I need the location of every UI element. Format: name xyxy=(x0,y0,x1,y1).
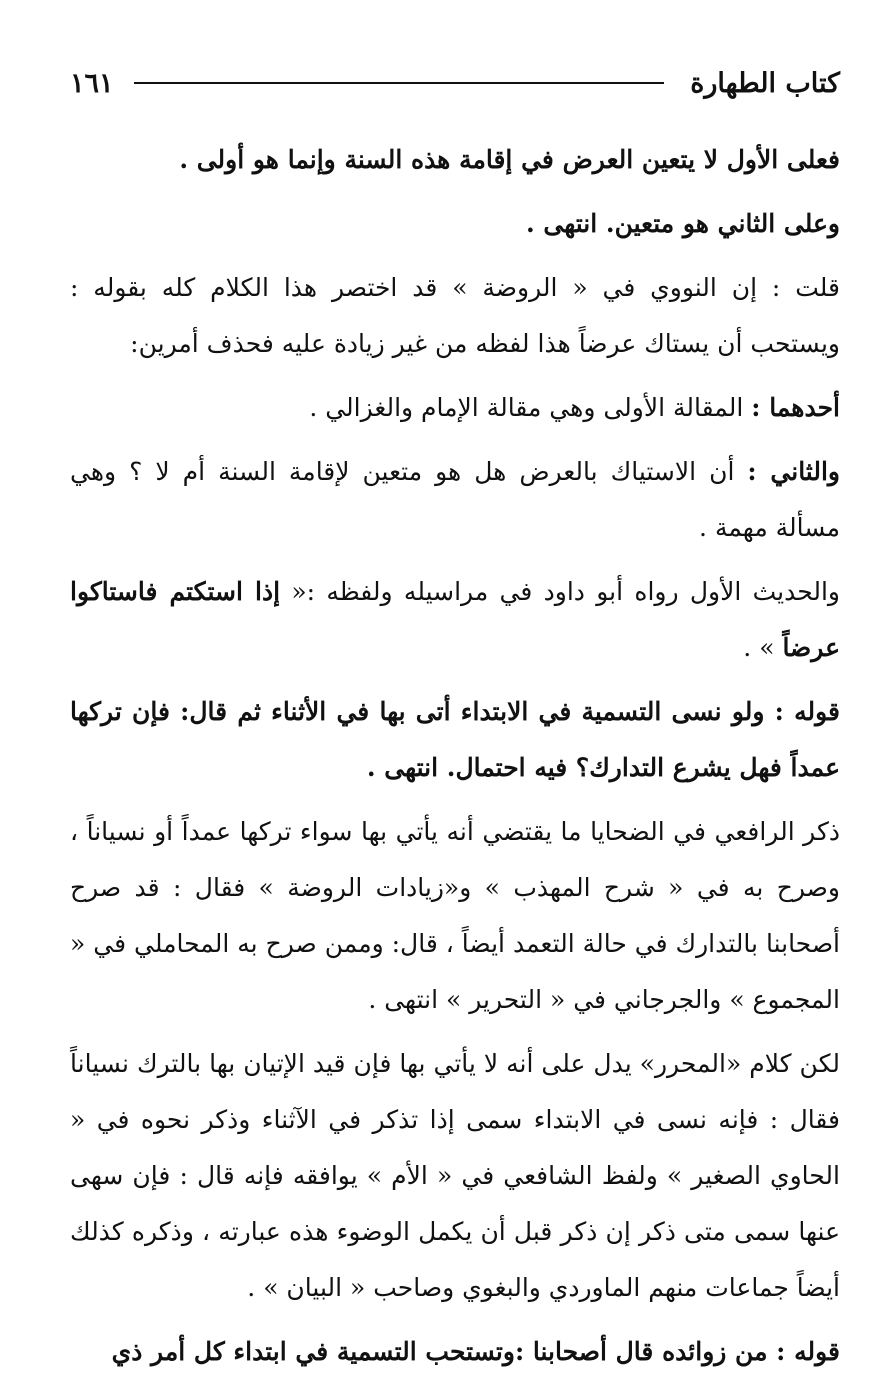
paragraph xyxy=(70,1036,840,1316)
page-body xyxy=(70,132,840,1388)
body-text: قلت : إن النووي في « الروضة » قد اختصر هذا الكلام كله بقوله : ويستحب أن يستاك عرضاً هذا لفظه من غير زيادة عليه فحذف أمرين: xyxy=(70,273,840,358)
paragraph xyxy=(70,132,840,188)
bold-text: وعلى الثاني هو متعين. انتهى . xyxy=(525,209,840,238)
paragraph xyxy=(70,196,840,252)
body-text: والحديث الأول رواه أبو داود في مراسيله ولفظه :« xyxy=(280,577,841,606)
page-number: ١٦١ xyxy=(70,67,114,99)
paragraph xyxy=(70,684,840,796)
running-title: كتاب الطهارة xyxy=(690,67,840,99)
lead-label: والثاني : xyxy=(747,457,840,486)
paragraph xyxy=(70,380,840,436)
paragraph xyxy=(70,564,840,676)
bold-text: قوله : ولو نسى التسمية في الابتداء أتى بها في الأثناء ثم قال: فإن تركها عمداً فهل يشرع التدارك؟ فيه احتمال. انتهى . xyxy=(70,697,840,782)
paragraph xyxy=(70,1324,840,1380)
hadith-quote: إذا استكتم فاستاكوا عرضاً xyxy=(70,577,840,662)
body-text: ذكر الرافعي في الضحايا ما يقتضي أنه يأتي بها سواء تركها عمداً أو نسياناً ، وصرح به في « شرح المهذب » و«زيادات الروضة » فقال : قد صرح أصحابنا بالتدارك في حالة التعمد أيضاً ، قال: وممن صرح به المحاملي في « المجموع » والجرجاني في « التحرير » انتهى . xyxy=(70,817,840,1014)
paragraph xyxy=(70,260,840,372)
body-text: لكن كلام «المحرر» يدل على أنه لا يأتي بها فإن قيد الإتيان بها بالترك نسياناً فقال : فإنه نسى في الابتداء سمى إذا تذكر في الآثناء وذكر نحوه في « الحاوي الصغير » ولفظ الشافعي في « الأم » يوافقه فإنه قال : فإن سهى عنها سمى متى ذكر إن ذكر قبل أن يكمل الوضوء هذه عبارته ، وذكره كذلك أيضاً جماعات منهم الماوردي والبغوي وصاحب « البيان » . xyxy=(70,1049,840,1302)
body-text: أن الاستياك بالعرض هل هو متعين لإقامة السنة أم لا ؟ وهي مسألة مهمة . xyxy=(70,457,840,542)
body-text-tail: » . xyxy=(743,633,783,662)
bold-text: قوله : من زوائده قال أصحابنا :وتستحب التسمية في ابتداء كل أمر ذي xyxy=(111,1337,840,1366)
paragraph xyxy=(70,804,840,1028)
page-header xyxy=(70,58,840,108)
header-rule xyxy=(134,82,665,84)
body-text: المقالة الأولى وهي مقالة الإمام والغزالي . xyxy=(309,393,752,422)
paragraph xyxy=(70,444,840,556)
lead-label: أحدهما : xyxy=(751,393,840,422)
bold-text: فعلى الأول لا يتعين العرض في إقامة هذه السنة وإنما هو أولى . xyxy=(179,145,840,174)
